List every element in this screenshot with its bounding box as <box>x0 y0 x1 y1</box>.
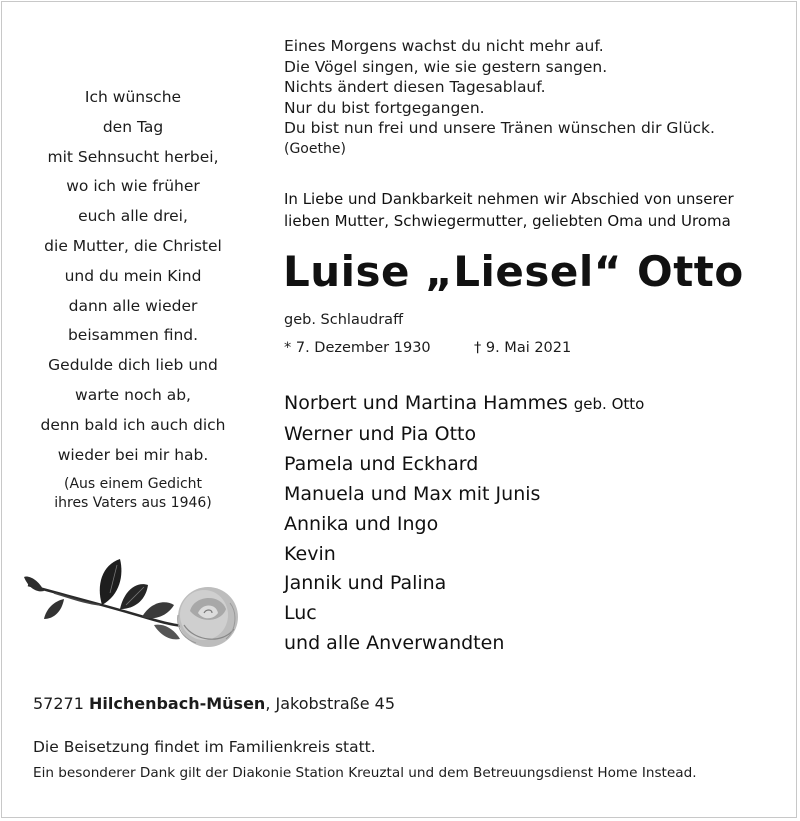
poem-line: Gedulde dich lieb und <box>48 356 218 375</box>
poem-line: warte noch ab, <box>75 385 191 404</box>
mourner-name: Kevin <box>284 542 336 565</box>
poem-line: und du mein Kind <box>64 266 202 285</box>
mourners-list <box>284 389 784 659</box>
birth-date: * 7. Dezember 1930 <box>284 340 431 356</box>
mourner-row <box>284 569 784 599</box>
poem-line: wieder bei mir hab. <box>57 445 209 464</box>
poem-line: mit Sehnsucht herbei, <box>47 147 219 166</box>
mourner-name: und alle Anverwandten <box>284 632 505 655</box>
quote-line: Nichts ändert diesen Tagesablauf. <box>284 78 546 97</box>
intro-line: In Liebe und Dankbarkeit nehmen wir Abschied von unserer <box>284 190 734 208</box>
death-date: † 9. Mai 2021 <box>474 340 572 356</box>
poem <box>20 83 246 470</box>
poem-line: die Mutter, die Christel <box>44 236 222 255</box>
poem-source <box>20 475 246 513</box>
mourner-row <box>284 389 784 420</box>
maiden-name: geb. Schlaudraff <box>284 312 404 328</box>
quote-line: Eines Morgens wachst du nicht mehr auf. <box>284 37 604 55</box>
poem-line: beisammen find. <box>67 326 199 345</box>
quote-author: (Goethe) <box>284 140 346 157</box>
poem-line: den Tag <box>102 117 164 136</box>
mourner-name: Annika und Ingo <box>284 512 439 535</box>
mourner-row <box>284 629 784 659</box>
goethe-quote <box>284 36 784 160</box>
mourner-name: Jannik und Palina <box>284 572 447 595</box>
mourner-row <box>284 420 784 450</box>
address-city: Hilchenbach-Müsen <box>89 694 266 713</box>
poem-line: Ich wünsche <box>84 88 182 106</box>
mourner-row <box>284 510 784 540</box>
thanks-note: Ein besonderer Dank gilt der Diakonie Station Kreuztal und dem Betreuungsdienst Home Instead. <box>33 765 697 781</box>
mourner-name: Pamela und Eckhard <box>284 452 479 475</box>
mourner-suffix: geb. Otto <box>573 395 645 413</box>
poem-line: denn bald ich auch dich <box>40 415 226 434</box>
poem-line: dann alle wieder <box>68 296 198 315</box>
address <box>33 693 395 715</box>
mourner-name: Werner und Pia Otto <box>284 422 477 445</box>
mourner-row <box>284 480 784 510</box>
poem-line: euch alle drei, <box>78 207 188 226</box>
mourner-name: Manuela und Max mit Junis <box>284 482 541 505</box>
address-zip: 57271 <box>33 694 84 713</box>
mourner-row <box>284 599 784 629</box>
mourner-row <box>284 450 784 480</box>
poem-line: wo ich wie früher <box>66 177 200 196</box>
mourner-row <box>284 540 784 570</box>
intro-line: lieben Mutter, Schwiegermutter, geliebten Oma und Uroma <box>284 212 731 230</box>
quote-line: Die Vögel singen, wie sie gestern sangen. <box>284 57 608 76</box>
mourner-name: Luc <box>284 602 317 625</box>
quote-line: Nur du bist fortgegangen. <box>284 98 485 117</box>
deceased-name: Luise „Liesel“ Otto <box>283 247 744 296</box>
mourner-name: Norbert und Martina Hammes <box>284 392 568 414</box>
intro-text <box>284 188 784 232</box>
address-street: , Jakobstraße 45 <box>265 694 396 713</box>
rose-icon <box>24 555 240 655</box>
quote-line: Du bist nun frei und unsere Tränen wünschen dir Glück. <box>284 119 715 138</box>
funeral-notice: Die Beisetzung findet im Familienkreis statt. <box>33 738 376 756</box>
poem-source-line: ihres Vaters aus 1946) <box>54 495 212 511</box>
poem-source-line: (Aus einem Gedicht <box>63 476 203 492</box>
life-dates <box>284 338 704 358</box>
